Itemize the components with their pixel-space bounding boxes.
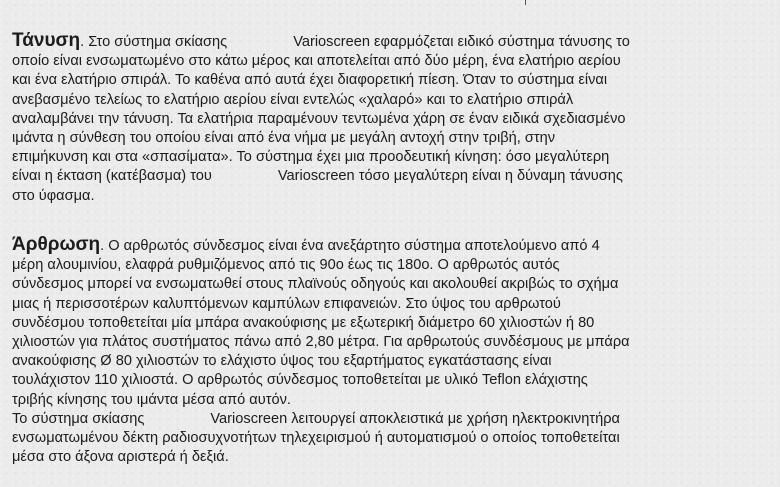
text-fragment: . Ο αρθρωτός σύνδεσμος είναι ένα ανεξάρτητο σύστημα αποτελούμενο από 4 — [100, 238, 600, 254]
text-line: αναλαμβάνει την τάνυση. Τα ελατήρια παραμένουν τεντωμένα χάρη σε έναν ειδικά σχεδιασμένο — [12, 110, 626, 127]
text-line: ενσωματωμένου δέκτη ραδιοσυχνοτήτων τηλεχειρισμού ή αυτοματισμού ο οποίος τοποθετείται — [12, 430, 620, 447]
tension-section — [12, 31, 732, 206]
text-line: στο ύφασμα. — [12, 187, 95, 204]
text-line: μέσα στο άξονα αριστερά ή δεξιά. — [12, 449, 229, 466]
text-fragment: είναι η έκταση (κατέβασμα) του — [12, 168, 212, 185]
text-line — [12, 235, 732, 256]
text-line: τριβής κίνησης του ιμάντα μέσα από αυτόν. — [12, 391, 291, 408]
text-line: συνδέσμου τοποθετείται μία μπάρα ανακούφισης με εξωτερική διάμετρο 60 χιλιοστών ή 80 — [12, 314, 595, 331]
text-fragment: . Στο σύστημα σκίασης — [80, 34, 228, 50]
text-line: μιας ή περισσοτέρων καλυπτόμενων καμπύλων επιφανειών. Στο ύψος του αρθρωτού — [12, 295, 561, 312]
section-heading: Άρθρωση — [12, 234, 101, 255]
text-fragment: Το σύστημα σκίασης — [12, 410, 145, 427]
text-line — [12, 167, 732, 186]
section-heading: Τάνυση — [12, 30, 81, 51]
text-line: ανεβασμένο τελείως το ελατήριο αερίου είναι εντελώς «χαλαρό» και το ελατήριο σπιράλ — [12, 91, 574, 108]
text-line: ανακούφισης Ø 80 χιλιοστών το ελάχιστο ύψος του εξαρτήματος εγκατάστασης είναι — [12, 353, 552, 370]
text-fragment: Varioscreen εφαρμόζεται ειδικό σύστημα τάνυσης το — [293, 34, 630, 50]
text-line: επιμήκυνση και στα «σπασίματα». Το σύστημα έχει μια προοδευτική κίνηση: όσο μεγαλύτερη — [12, 149, 610, 166]
text-fragment: Varioscreen λειτουργεί αποκλειστικά με χρήση ηλεκτροκινητήρα — [210, 410, 620, 427]
top-edge-mark — [525, 0, 526, 5]
text-line — [12, 410, 732, 429]
text-line — [12, 31, 732, 52]
text-line: και ένα ελατήριο σπιράλ. Το καθένα από αυτά έχει διαφορετική πίεση. Όταν το σύστημα είναι — [12, 72, 608, 89]
text-line: οποίο είναι ενσωματωμένο στο κάτω μέρος και αποτελείται από δύο μέρη, ένα ελατήριο αερίου — [12, 53, 621, 70]
text-line: τουλάχιστον 110 χιλιοστά. Ο αρθρωτός σύνδεσμος τοποθετείται με υλικό Teflon ελάχιστης — [12, 372, 588, 389]
text-line: χιλιοστών για πλάτος συστήματος πάνω από 2,80 μέτρα. Για αρθρωτούς συνδέσμους με μπάρα — [12, 334, 630, 351]
text-line: σύνδεσμος μπορεί να ενσωματωθεί στους πλαϊνούς οδηγούς και ακολουθεί ακριβώς το σχήμα — [12, 276, 619, 293]
articulation-section — [12, 235, 732, 467]
text-fragment: Varioscreen τόσο μεγαλύτερη είναι η δύναμη τάνυσης — [277, 168, 623, 185]
text-line: ιμάντα η σύνθεση του οποίου είναι από ένα νήμα με μεγάλη αντοχή στην τριβή, στην — [12, 130, 556, 147]
text-line: μέρη αλουμινίου, ελαφρά ρυθμιζόμενος από τις 90ο έως τις 180ο. Ο αρθρωτός αυτός — [12, 257, 560, 274]
